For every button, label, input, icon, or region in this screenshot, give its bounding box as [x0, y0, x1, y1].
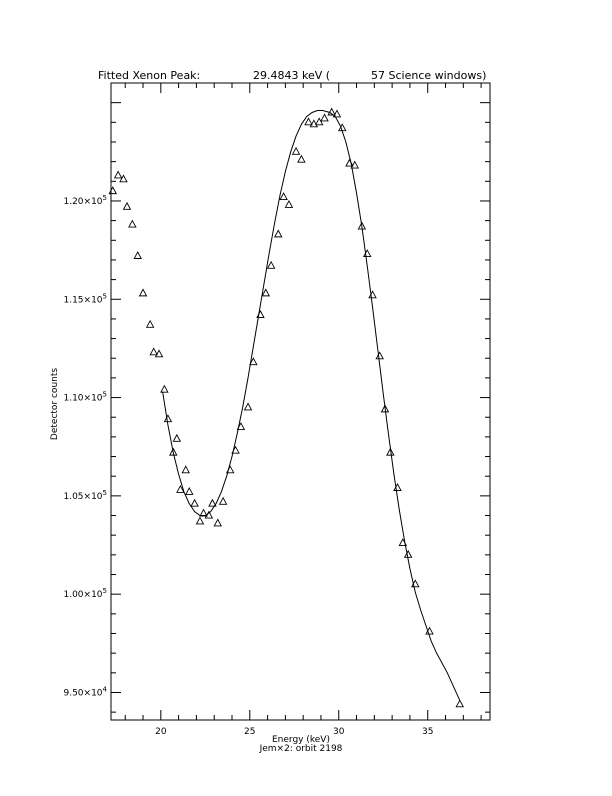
data-point-triangle — [140, 289, 147, 296]
data-point-triangle — [147, 321, 154, 328]
data-point-triangle — [376, 352, 383, 359]
fit-curve — [163, 111, 460, 701]
data-point-triangle — [275, 230, 282, 237]
data-point-triangle — [220, 498, 227, 505]
y-tick-label: $1.20\times 10^5$ — [63, 193, 107, 207]
data-point-triangle — [268, 262, 275, 269]
data-point-triangle — [245, 403, 252, 410]
y-tick-label: $1.15\times 10^5$ — [63, 292, 107, 306]
data-point-triangle — [173, 435, 180, 442]
x-tick-label: 30 — [333, 727, 345, 737]
fit-curve-group — [163, 111, 460, 701]
ticks-group — [63, 83, 490, 737]
chart-footer: Jem×2: orbit 2198 — [259, 744, 343, 754]
data-point-triangle — [124, 203, 131, 210]
data-point-triangle — [129, 221, 136, 228]
data-point-triangle — [109, 187, 116, 194]
data-point-triangle — [164, 415, 171, 422]
data-point-triangle — [186, 488, 193, 495]
x-tick-label: 25 — [244, 727, 256, 737]
data-point-triangle — [161, 386, 168, 393]
data-point-triangle — [321, 114, 328, 121]
chart-title-value: 29.4843 keV ( — [253, 69, 331, 82]
data-point-triangle — [298, 156, 305, 163]
data-point-triangle — [405, 551, 412, 558]
data-point-triangle — [182, 466, 189, 473]
chart-title-prefix: Fitted Xenon Peak: — [98, 69, 201, 82]
y-tick-label: $1.00\times 10^5$ — [63, 587, 107, 601]
y-axis-label: Detector counts — [50, 367, 60, 441]
axes-group — [111, 83, 490, 720]
data-point-triangle — [285, 201, 292, 208]
data-points-group — [109, 108, 463, 706]
x-tick-label: 35 — [421, 727, 434, 737]
data-point-triangle — [369, 291, 376, 298]
data-point-triangle — [191, 500, 198, 507]
data-point-triangle — [196, 517, 203, 524]
y-tick-label: $9.50\times 10^4$ — [63, 685, 107, 699]
data-point-triangle — [394, 484, 401, 491]
data-point-triangle — [280, 193, 287, 200]
y-tick-label: $1.05\times 10^5$ — [63, 488, 107, 502]
y-tick-label: $1.10\times 10^5$ — [63, 390, 107, 404]
data-point-triangle — [456, 700, 463, 707]
data-point-triangle — [305, 118, 312, 125]
data-point-triangle — [115, 171, 122, 178]
x-tick-label: 20 — [155, 727, 167, 737]
data-point-triangle — [150, 348, 157, 355]
chart-title-suffix: 57 Science windows) — [371, 69, 487, 82]
x-axis-label: Energy (keV) — [272, 735, 330, 745]
data-point-triangle — [134, 252, 141, 259]
plot-frame — [111, 83, 490, 720]
data-point-triangle — [293, 148, 300, 155]
data-point-triangle — [214, 519, 221, 526]
